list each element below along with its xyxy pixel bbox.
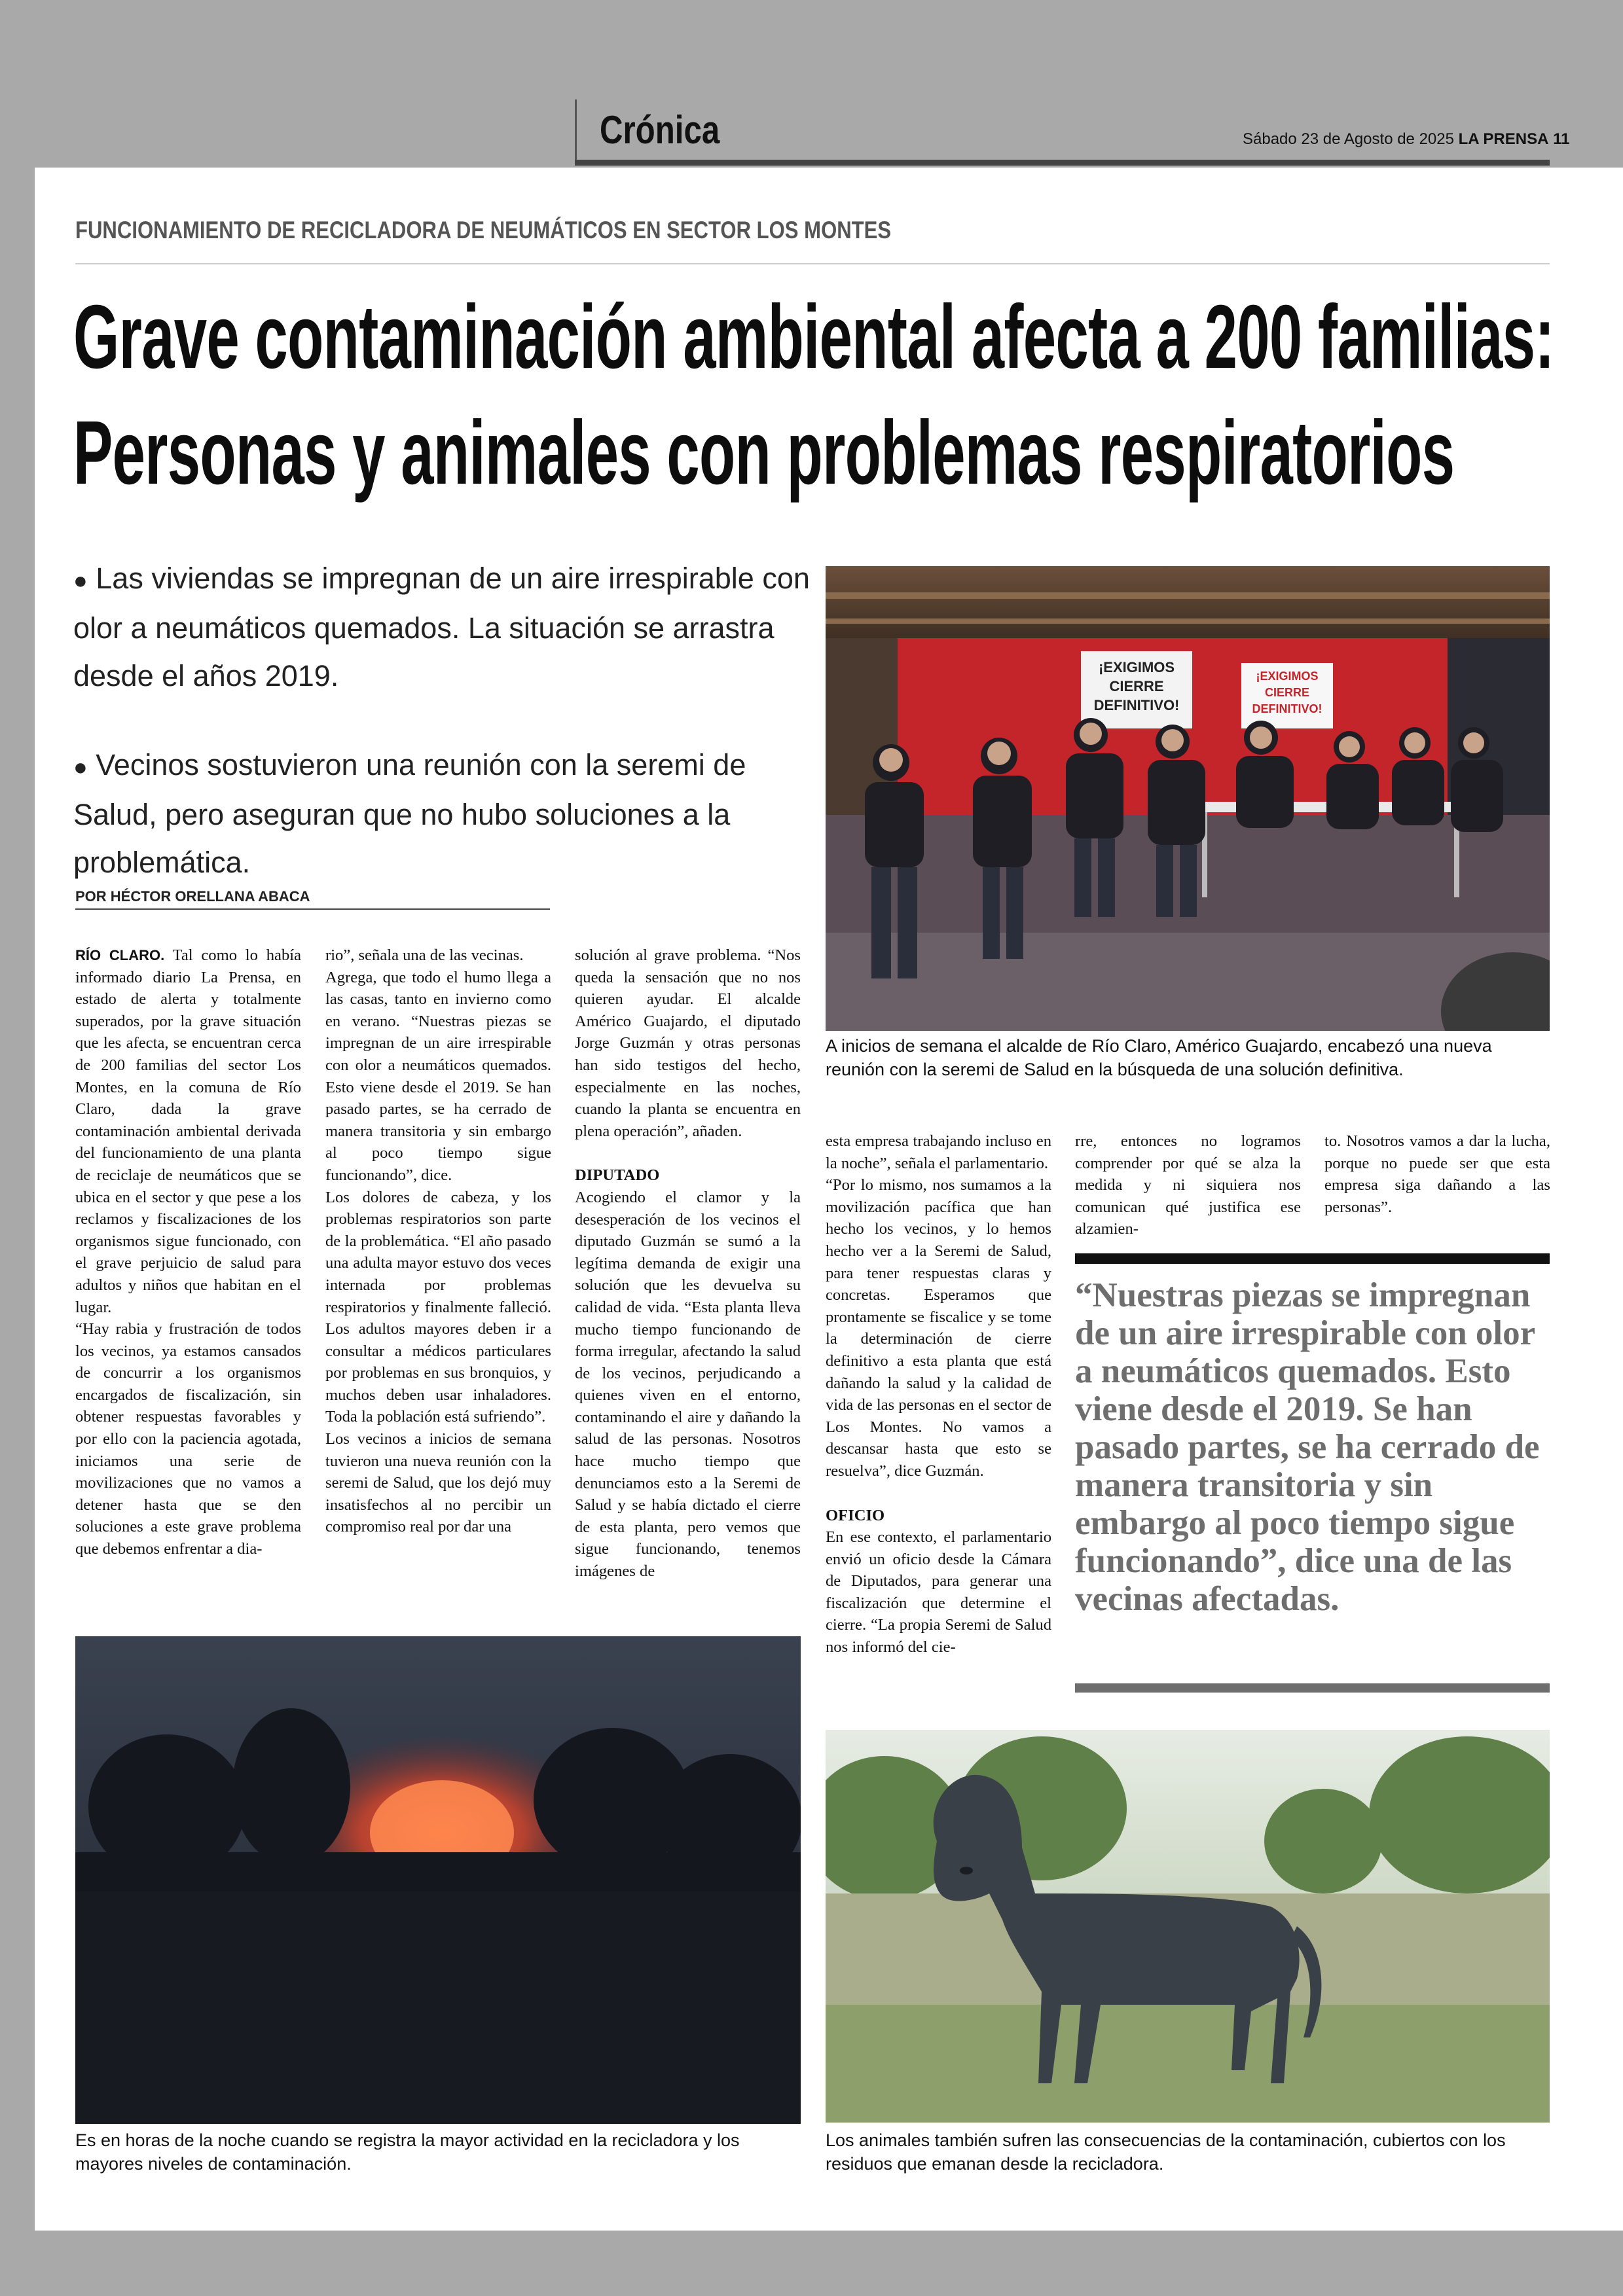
section-title: Crónica <box>600 108 720 152</box>
bullet-dot-icon: ● <box>73 567 88 594</box>
dateline: RÍO CLARO. <box>75 947 165 963</box>
summary-bullet-2 <box>73 741 813 886</box>
col4-paragraph-2: “Por lo mismo, nos sumamos a la movilización pacífica que han hecho los vecinos, y lo hemos hecho ver a la Seremi de Salud, para tener respuestas claras y concretas. Esperamos que prontamente se fiscalice y se tome la determinación de cierre definitivo a esta planta que está dañando la salud y la calidad de vida de las personas en el sector de Los Montes. No vamos a descansar hasta que esto se resuelva”, dice Guzmán. <box>826 1176 1051 1480</box>
header-rule <box>575 160 1550 166</box>
protest-sign-2: ¡EXIGIMOS CIERRE DEFINITIVO! <box>1252 670 1322 715</box>
article-kicker: FUNCIONAMIENTO DE RECICLADORA DE NEUMÁTICOS EN SECTOR LOS MONTES <box>75 217 892 243</box>
paper-name: LA PRENSA <box>1458 130 1549 148</box>
col2-paragraph-3: Los dolores de cabeza, y los problemas respiratorios son parte de la problemática. “El año pasado una adulta mayor estuvo dos veces internada por problemas respiratorios y finalmente falleció. Los adultos mayores deben ir a consultar a médicos particulares por problemas en sus bronquios, y muchos deben usar inhaladores. Toda la población está sufriendo”. <box>325 1188 551 1426</box>
header-dateline <box>1243 130 1569 149</box>
headline-line-2: Personas y animales con problemas respiratorios <box>73 403 1455 503</box>
col1-paragraph-1: Tal como lo había informado diario La Prensa, en estado de alerta y totalmente superados, por la grave situación que les afecta, se encuentran cerca de 200 familias del sector Los Montes, en la comuna de Río Claro, dada la grave contaminación ambiental derivada del funcionamiento de una planta de reciclaje de neumáticos que se ubica en el sector y que pese a los reclamos y fiscalizaciones de los organismos sigue funcionado, con el grave perjuicio de salud para adultos y niños que habitan en el lugar. <box>75 946 301 1316</box>
col4-paragraph-1: esta empresa trabajando incluso en la noche”, señala el parlamentario. <box>826 1132 1051 1172</box>
meeting-photo-illustration <box>826 566 1550 1031</box>
col6-paragraph-1: to. Nosotros vamos a dar la lucha, porque no puede ser que esta empresa siga dañando a las personas”. <box>1324 1132 1550 1216</box>
summary-bullet-1 <box>73 554 813 700</box>
subhead-oficio: OFICIO <box>826 1506 885 1524</box>
header-separator <box>575 99 577 160</box>
bullet-2-text: Vecinos sostuvieron una reunión con la seremi de Salud, pero aseguran que no hubo soluciones a la problemática. <box>73 748 746 879</box>
article-column-6 <box>1324 1130 1550 1218</box>
article-column-5 <box>1075 1130 1301 1240</box>
night-fire-illustration <box>75 1636 801 2124</box>
article-column-2 <box>325 944 551 1538</box>
col3-paragraph-1: solución al grave problema. “Nos queda la sensación que no nos quieren ayudar. El alcalde Américo Guajardo, el diputado Jorge Guzmán y otras personas han sido testigos del hecho, especialmente en las noches, cuando la planta se encuentra en plena operación”, añaden. <box>575 946 801 1140</box>
headline-line-1: Grave contaminación ambiental afecta a 200 familias: <box>73 287 1554 387</box>
meeting-photo <box>826 566 1550 1031</box>
byline: POR HÉCTOR ORELLANA ABACA <box>75 888 310 905</box>
pull-quote-bottom-rule <box>1075 1683 1550 1693</box>
horse-photo <box>826 1730 1550 2123</box>
col3-paragraph-2: Acogiendo el clamor y la desesperación de los vecinos el diputado Guzmán se sumó a la legítima demanda de exigir una solución que les devuelva su calidad de vida. “Esta planta lleva mucho tiempo funcionando de forma irregular, afectando la salud de los vecinos, perjudicando a quienes viven en el entorno, contaminando el aire y dañando la salud de las personas. Nosotros hace mucho tiempo que denunciamos esto a la Seremi de Salud y se había dictado el cierre de esta planta, pero vemos que sigue funcionando, tenemos imágenes de <box>575 1188 801 1581</box>
pull-quote: “Nuestras piezas se impregnan de un aire irrespirable con olor a neumáticos quemados. Esto viene desde el 2019. Se han pasado partes, se ha cerrado de manera transitoria y sin embargo al poco tiempo sigue funcionando”, dice una de las vecinas afectadas. <box>1075 1276 1540 1618</box>
horse-photo-caption: Los animales también sufren las consecuencias de la contaminación, cubiertos con los residuos que emanan desde la recicladora. <box>826 2130 1506 2174</box>
night-fire-photo-caption: Es en horas de la noche cuando se registra la mayor actividad en la recicladora y los mayores niveles de contaminación. <box>75 2130 740 2174</box>
byline-rule <box>75 908 550 910</box>
meeting-photo-caption: A inicios de semana el alcalde de Río Claro, Américo Guajardo, encabezó una nueva reunión con la seremi de Salud en la búsqueda de una solución definitiva. <box>826 1036 1492 1079</box>
col1-paragraph-2: “Hay rabia y frustración de todos los vecinos, ya estamos cansados de concurrir a los organismos encargados de fiscalización, sin obtener respuestas favorables y por ello con la paciencia agotada, iniciamos una serie de movilizaciones que no vamos a detener hasta que se den soluciones a este grave problema que debemos enfrentar a dia- <box>75 1320 301 1558</box>
article-column-4 <box>826 1130 1051 1659</box>
issue-date: Sábado 23 de Agosto de 2025 <box>1243 130 1454 148</box>
pull-quote-top-rule <box>1075 1253 1550 1264</box>
kicker-rule <box>75 263 1550 264</box>
col2-paragraph-1: rio”, señala una de las vecinas. <box>325 946 524 964</box>
col5-paragraph-1: rre, entonces no logramos comprender por qué se alza la medida y ni siquiera nos comunican qué justifica ese alzamien- <box>1075 1132 1301 1238</box>
protest-sign-1: ¡EXIGIMOS CIERRE DEFINITIVO! <box>1093 659 1180 713</box>
col2-paragraph-4: Los vecinos a inicios de semana tuvieron una nueva reunión con la seremi de Salud, que los dejó muy insatisfechos al no percibir un compromiso real por dar una <box>325 1430 551 1536</box>
article-column-1 <box>75 944 301 1560</box>
col4-paragraph-3: En ese contexto, el parlamentario envió un oficio desde la Cámara de Diputados, para generar una fiscalización que determine el cierre. “La propia Seremi de Salud nos informó del cie- <box>826 1528 1051 1657</box>
bullet-dot-icon: ● <box>73 753 88 780</box>
article-column-3 <box>575 944 801 1583</box>
col2-paragraph-2: Agrega, que todo el humo llega a las casas, tanto en invierno como en verano. “Nuestras piezas se impregnan de un aire irrespirable con olor a neumáticos quemados. Esto viene desde el 2019. Se han pasado partes, se ha cerrado de manera transitoria y sin embargo al poco tiempo sigue funcionando”, dice. <box>325 968 551 1184</box>
night-fire-photo <box>75 1636 801 2124</box>
bullet-1-text: Las viviendas se impregnan de un aire irrespirable con olor a neumáticos quemados. La situación se arrastra desde el años 2019. <box>73 562 810 692</box>
page-number: 11 <box>1553 130 1570 148</box>
subhead-diputado: DIPUTADO <box>575 1166 660 1185</box>
horse-illustration <box>826 1730 1550 2123</box>
